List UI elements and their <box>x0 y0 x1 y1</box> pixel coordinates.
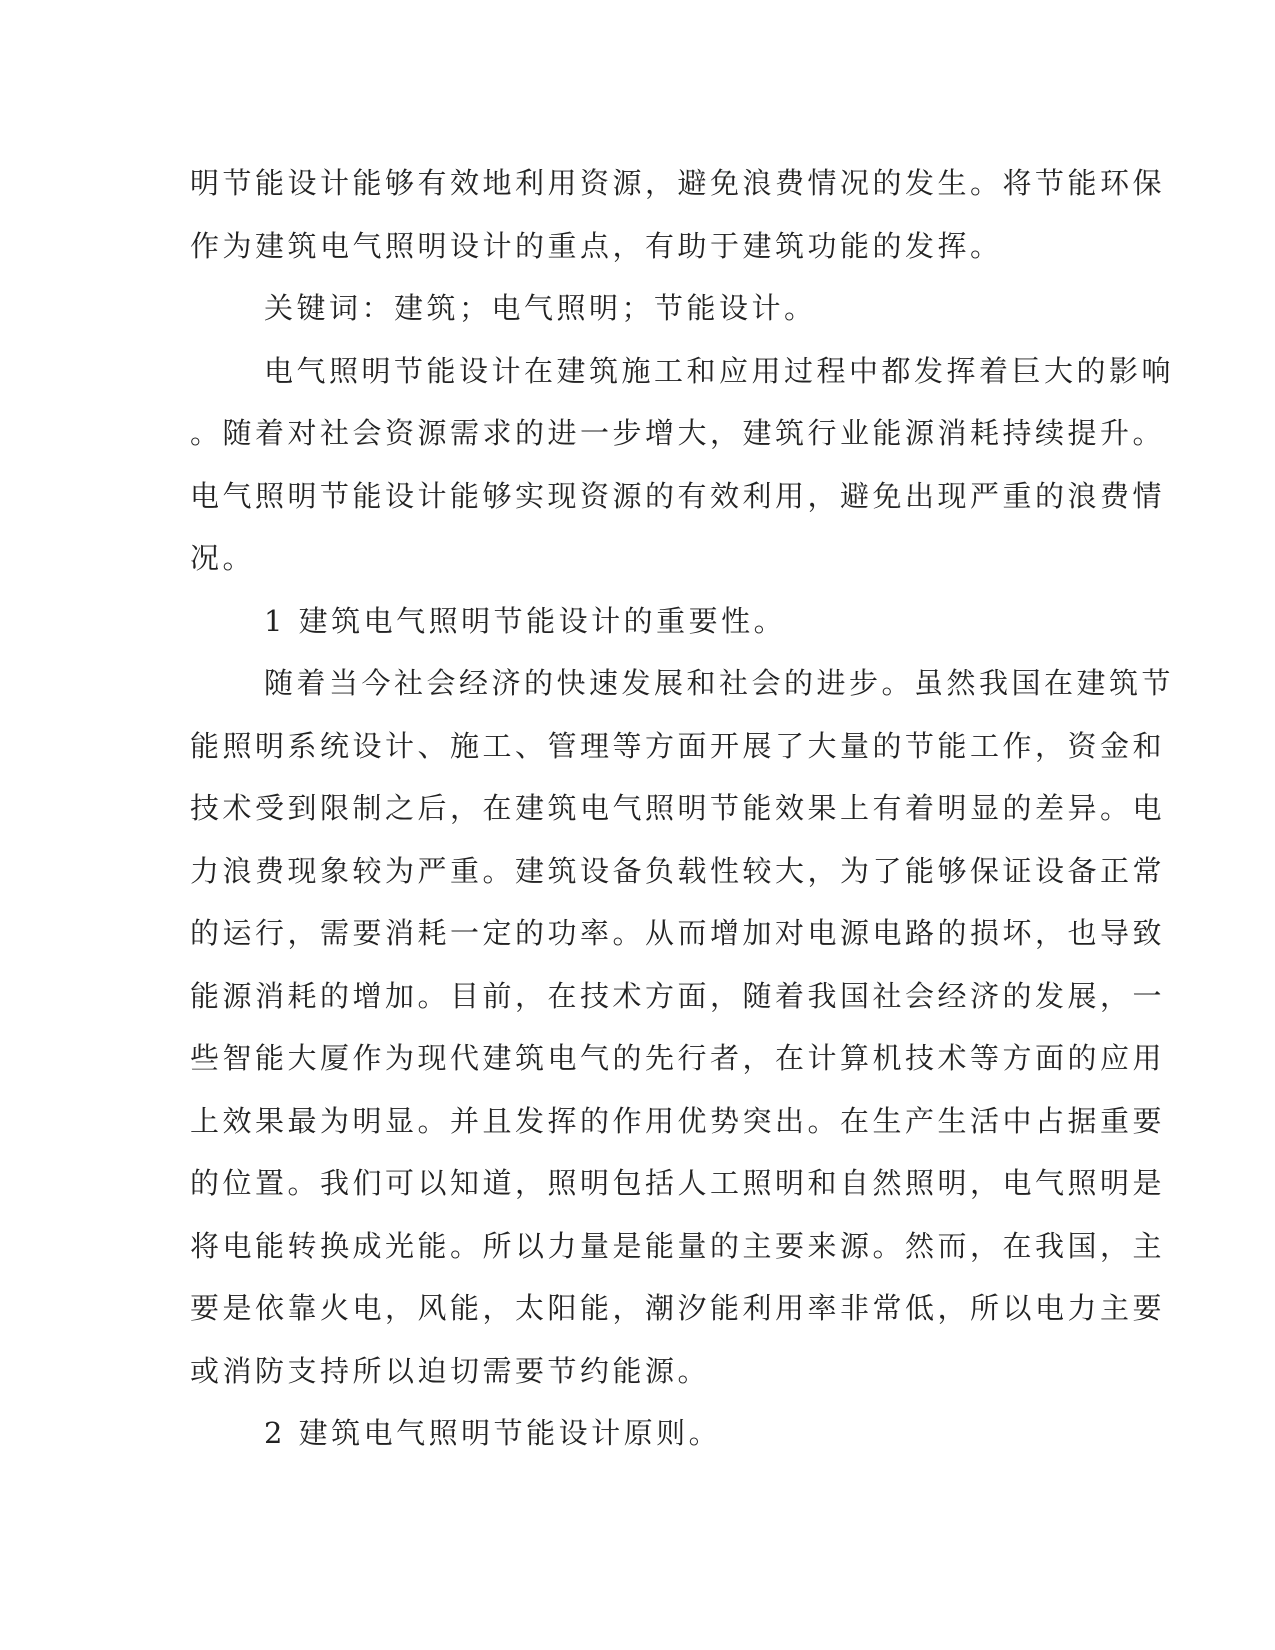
section-heading-2 <box>190 1402 1080 1465</box>
text-line: 。随着对社会资源需求的进一步增大，建筑行业能源消耗持续提升。 <box>190 416 1166 450</box>
paragraph-introduction <box>190 340 1175 590</box>
text-line: 力浪费现象较为严重。建筑设备负载性较大，为了能够保证设备正常 <box>190 853 1166 888</box>
text-line: 明节能设计能够有效地利用资源，避免浪费情况的发生。将节能环保 <box>190 166 1166 200</box>
paragraph-section-1-body <box>190 652 1175 1402</box>
paragraph-intro-continuation <box>190 152 1166 277</box>
paragraph-keywords <box>190 277 1080 340</box>
text-line: 些智能大厦作为现代建筑电气的先行者，在计算机技术等方面的应用 <box>190 1041 1166 1075</box>
text-line: 技术受到限制之后，在建筑电气照明节能效果上有着明显的差异。电 <box>190 791 1166 825</box>
text-line: 将电能转换成光能。所以力量是能量的主要来源。然而，在我国，主 <box>190 1228 1166 1263</box>
heading-line: 2 建筑电气照明节能设计原则。 <box>264 1416 722 1450</box>
text-line: 随着当今社会经济的快速发展和社会的进步。虽然我国在建筑节 <box>264 666 1175 700</box>
section-heading-1 <box>190 590 1080 653</box>
heading-line: 1 建筑电气照明节能设计的重要性。 <box>264 603 787 638</box>
text-line: 能照明系统设计、施工、管理等方面开展了大量的节能工作，资金和 <box>190 728 1166 763</box>
text-line: 况。 <box>190 541 256 575</box>
keywords-line: 关键词：建筑；电气照明；节能设计。 <box>264 291 817 325</box>
text-line: 上效果最为明显。并且发挥的作用优势突出。在生产生活中占据重要 <box>190 1103 1166 1138</box>
text-line: 的运行，需要消耗一定的功率。从而增加对电源电路的损坏，也导致 <box>190 916 1166 950</box>
document-body <box>190 152 1175 1465</box>
text-line: 或消防支持所以迫切需要节约能源。 <box>190 1353 711 1388</box>
text-line: 要是依靠火电，风能，太阳能，潮汐能利用率非常低，所以电力主要 <box>190 1291 1166 1325</box>
text-line: 作为建筑电气照明设计的重点，有助于建筑功能的发挥。 <box>190 228 1003 263</box>
text-line: 的位置。我们可以知道，照明包括人工照明和自然照明，电气照明是 <box>190 1166 1166 1200</box>
text-line: 电气照明节能设计能够实现资源的有效利用，避免出现严重的浪费情 <box>190 478 1166 513</box>
text-line: 能源消耗的增加。目前，在技术方面，随着我国社会经济的发展，一 <box>190 978 1166 1013</box>
text-line: 电气照明节能设计在建筑施工和应用过程中都发挥着巨大的影响 <box>264 353 1175 388</box>
